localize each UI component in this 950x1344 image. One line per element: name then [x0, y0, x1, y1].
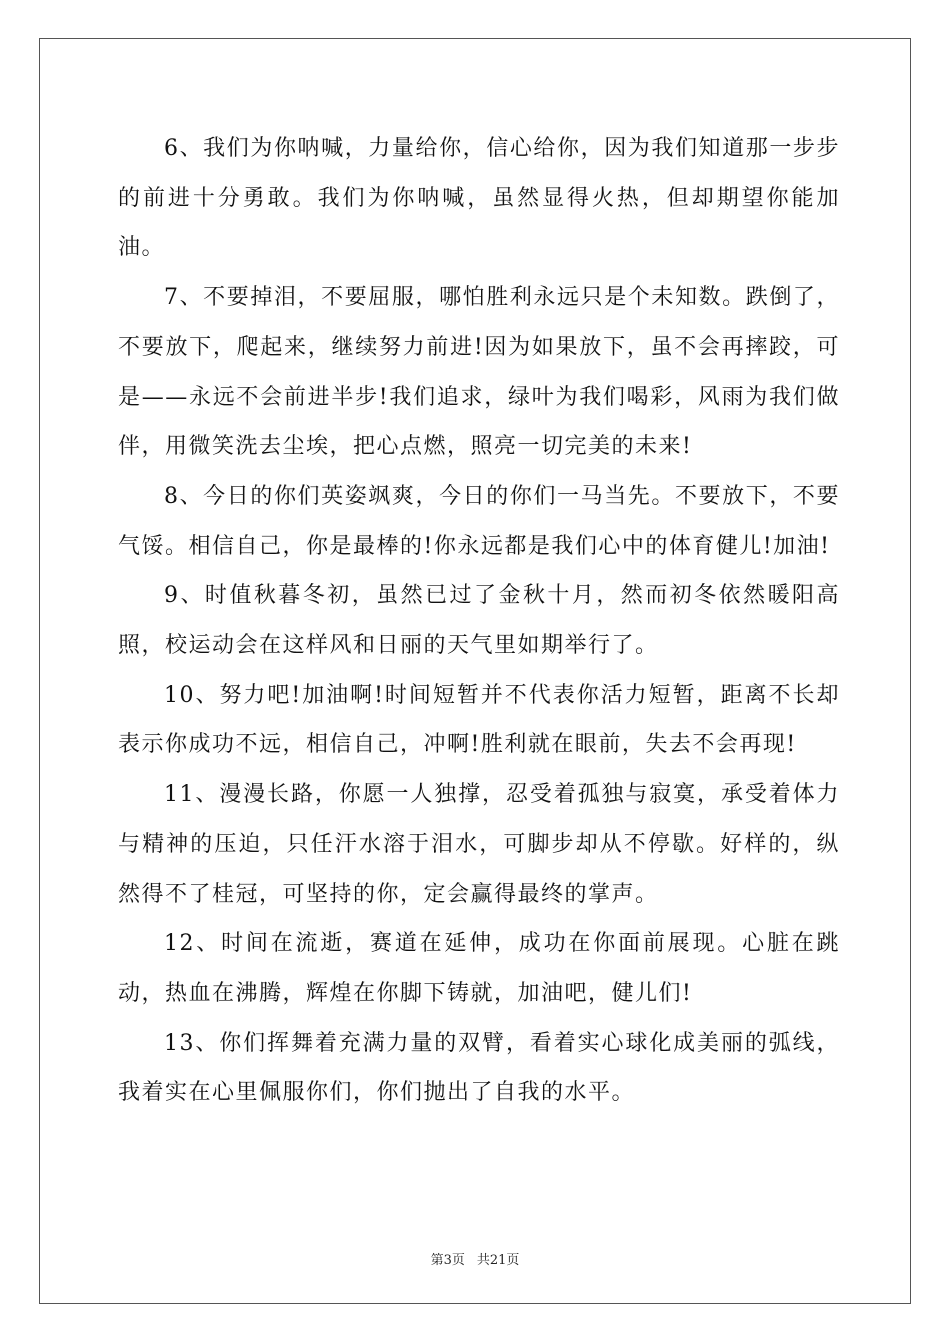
- paragraph: 9、时值秋暮冬初，虽然已过了金秋十月，然而初冬依然暖阳高照，校运动会在这样风和日丽的天气里如期举行了。: [118, 583, 840, 659]
- document-body: [118, 124, 840, 1118]
- page-total: 共21页: [476, 1253, 520, 1268]
- paragraph: 7、不要掉泪，不要屈服，哪怕胜利永远只是个未知数。跌倒了，不要放下，爬起来，继续努力前进!因为如果放下，虽不会再摔跤，可是——永远不会前进半步!我们追求，绿叶为我们喝彩，风雨为我们做伴，用微笑洗去尘埃，把心点燃，照亮一切完美的未来!: [118, 285, 840, 460]
- paragraph: 8、今日的你们英姿飒爽，今日的你们一马当先。不要放下，不要气馁。相信自己，你是最棒的!你永远都是我们心中的体育健儿!加油!: [118, 483, 840, 559]
- paragraph: 12、时间在流逝，赛道在延伸，成功在你面前展现。心脏在跳动，热血在沸腾，辉煌在你脚下铸就，加油吧，健儿们!: [118, 931, 840, 1006]
- paragraph: 13、你们挥舞着充满力量的双臂，看着实心球化成美丽的弧线，我着实在心里佩服你们，你们抛出了自我的水平。: [118, 1030, 840, 1106]
- page-number: 第3页: [430, 1253, 465, 1268]
- page-footer: [0, 1249, 950, 1268]
- paragraph: 10、努力吧!加油啊!时间短暂并不代表你活力短暂，距离不长却表示你成功不远，相信自己，冲啊!胜利就在眼前，失去不会再现!: [118, 682, 840, 758]
- paragraph: 6、我们为你呐喊，力量给你，信心给你，因为我们知道那一步步的前进十分勇敢。我们为你呐喊，虽然显得火热，但却期望你能加油。: [118, 136, 840, 261]
- paragraph: 11、漫漫长路，你愿一人独撑，忍受着孤独与寂寞，承受着体力与精神的压迫，只任汗水溶于泪水，可脚步却从不停歇。好样的，纵然得不了桂冠，可坚持的你，定会赢得最终的掌声。: [118, 782, 840, 907]
